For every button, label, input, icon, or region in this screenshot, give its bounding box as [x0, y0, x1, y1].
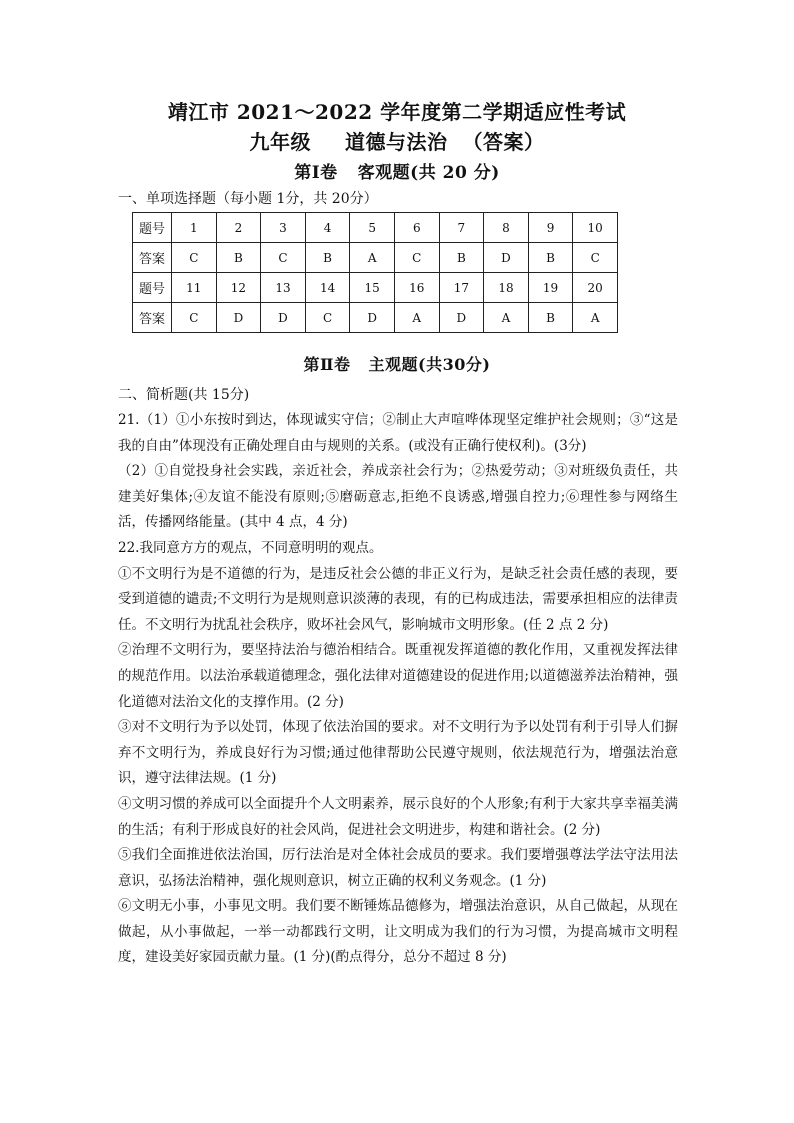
- answer-label: （答案）: [462, 130, 545, 154]
- exam-subtitle: [0, 126, 794, 155]
- row-label: 答案: [133, 303, 172, 333]
- answer-paragraph: ①不文明行为是不道德的行为，是违反社会公德的非正义行为，是缺乏社会责任感的表现，要受到道德的谴责;不文明行为是规则意识淡薄的表现，有的已构成违法，需要承担相应的法律责任。不文明行为扰乱社会秩序，败坏社会风气，影响城市文明形象。(任 2 点 2 分): [118, 565, 678, 633]
- answer-paragraph: 21.（1）①小东按时到达，体现诚实守信；②制止大声喧哗体现坚定维护社会规则；③“这是我的自由”体现没有正确处理自由与规则的关系。(或没有正确行使权利)。(3分): [118, 412, 678, 454]
- table-cell: 2: [216, 213, 261, 243]
- grade-label: 九年级: [249, 130, 312, 154]
- row-label: 题号: [133, 213, 172, 243]
- table-cell: C: [261, 243, 306, 273]
- table-cell: B: [305, 243, 350, 273]
- subject-label: 道德与法治: [345, 130, 448, 154]
- table-cell: D: [216, 303, 261, 333]
- table-cell: 4: [305, 213, 350, 243]
- table-cell: 5: [350, 213, 395, 243]
- table-cell: 20: [573, 273, 618, 303]
- table-cell: A: [573, 303, 618, 333]
- table-cell: 7: [439, 213, 484, 243]
- table-cell: D: [484, 243, 529, 273]
- table-cell: C: [172, 303, 217, 333]
- table-row: [133, 273, 618, 303]
- answer-paragraph: ⑤我们全面推进依法治国，厉行法治是对全体社会成员的要求。我们要增强尊法学法守法用法意识，弘扬法治精神，强化规则意识，树立正确的权利义务观念。(1 分): [118, 847, 678, 889]
- answer-paragraph: ④文明习惯的养成可以全面提升个人文明素养，展示良好的个人形象;有利于大家共享幸福美满的生活；有利于形成良好的社会风尚，促进社会文明进步，构建和谐社会。(2 分): [118, 795, 678, 838]
- answer-paragraph: 22.我同意方方的观点，不同意明明的观点。: [118, 539, 383, 556]
- table-cell: B: [528, 303, 573, 333]
- table-cell: 13: [261, 273, 306, 303]
- part1-heading: [0, 158, 794, 183]
- answer-paragraph: ③对不文明行为予以处罚，体现了依法治国的要求。对不文明行为予以处罚有利于引导人们摒弃不文明行为，养成良好行为习惯;通过他律帮助公民遵守规则，依法规范行为，增强法治意识，遵守法律法规。(1 分): [118, 719, 678, 787]
- row-label: 答案: [133, 243, 172, 273]
- part1-name: 客观题(共 20 分): [357, 163, 500, 183]
- exam-title: 靖江市 2021～2022 学年度第二学期适应性考试: [167, 100, 627, 124]
- table-cell: D: [261, 303, 306, 333]
- table-cell: A: [484, 303, 529, 333]
- table-cell: 8: [484, 213, 529, 243]
- part1-number: 第Ⅰ卷: [294, 163, 338, 183]
- table-row: [133, 243, 618, 273]
- table-cell: 15: [350, 273, 395, 303]
- table-cell: C: [573, 243, 618, 273]
- table-cell: 14: [305, 273, 350, 303]
- answer-paragraph: （2）①自觉投身社会实践，亲近社会，养成亲社会行为；②热爱劳动；③对班级负责任，共建美好集体;④友谊不能没有原则;⑤磨砺意志,拒绝不良诱惑,增强自控力;⑥理性参与网络生活，传播网络能量。(其中 4 点，4 分): [118, 463, 678, 531]
- table-row: [133, 213, 618, 243]
- table-cell: D: [350, 303, 395, 333]
- table-cell: 16: [394, 273, 439, 303]
- table-cell: C: [172, 243, 217, 273]
- section1-heading: 一、单项选择题（每小题 1分，共 20分）: [118, 191, 378, 207]
- table-cell: B: [216, 243, 261, 273]
- part2-number: 第Ⅱ卷: [303, 355, 351, 374]
- table-cell: D: [439, 303, 484, 333]
- row-label: 题号: [133, 273, 172, 303]
- answer-paragraph: ②治理不文明行为，要坚持法治与德治相结合。既重视发挥道德的教化作用，又重视发挥法律的规范作用。以法治承载道德理念，强化法律对道德建设的促进作用;以道德滋养法治精神，强化道德对法治文化的支撑作用。(2 分): [118, 642, 678, 710]
- table-cell: 9: [528, 213, 573, 243]
- table-cell: B: [439, 243, 484, 273]
- table-cell: 1: [172, 213, 217, 243]
- table-cell: 18: [484, 273, 529, 303]
- table-cell: 6: [394, 213, 439, 243]
- section2-heading: 二、简析题(共 15分): [118, 387, 250, 403]
- table-cell: 17: [439, 273, 484, 303]
- table-cell: C: [394, 243, 439, 273]
- part2-heading: [0, 352, 794, 375]
- table-cell: 19: [528, 273, 573, 303]
- part2-name: 主观题(共30分): [368, 355, 491, 374]
- answer-paragraph: ⑥文明无小事，小事见文明。我们要不断锤炼品德修为，增强法治意识，从自己做起，从现在做起，从小事做起，一举一动都践行文明，让文明成为我们的行为习惯，为提高城市文明程度，建设美好家园贡献力量。(1 分)(酌点得分，总分不超过 8 分): [118, 898, 678, 966]
- table-cell: 10: [573, 213, 618, 243]
- table-cell: 3: [261, 213, 306, 243]
- table-cell: A: [394, 303, 439, 333]
- table-row: [133, 303, 618, 333]
- answer-text: [118, 408, 678, 971]
- table-cell: B: [528, 243, 573, 273]
- answer-table: [132, 212, 618, 333]
- table-cell: C: [305, 303, 350, 333]
- table-cell: 11: [172, 273, 217, 303]
- table-cell: A: [350, 243, 395, 273]
- table-cell: 12: [216, 273, 261, 303]
